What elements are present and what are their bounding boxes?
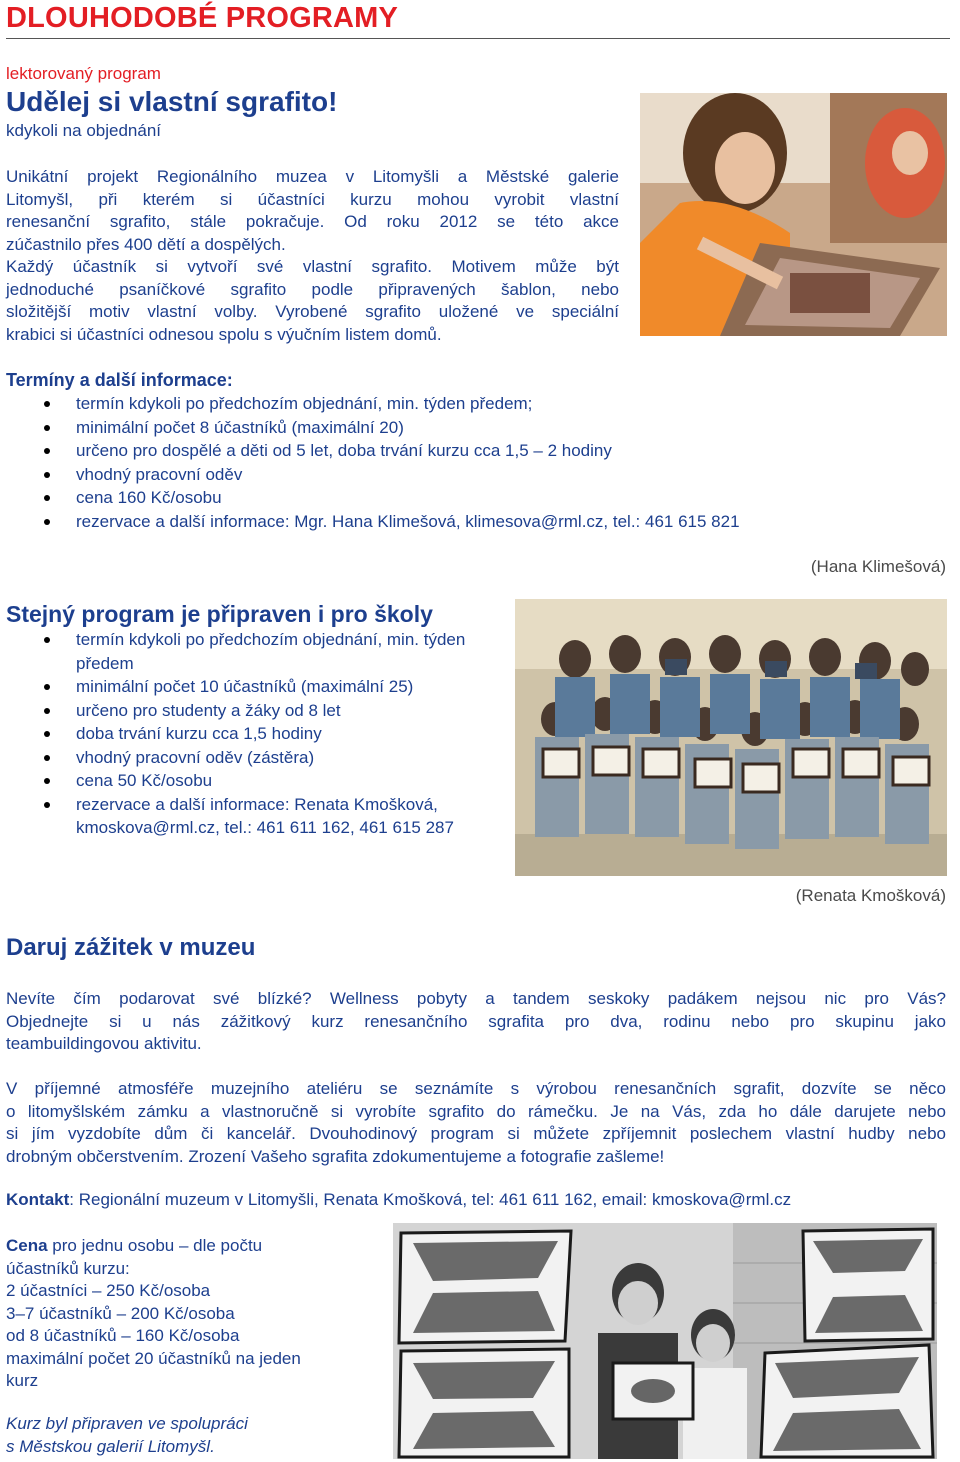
list-item: minimální počet 10 účastníků (maximální 25)	[6, 675, 506, 699]
info-heading: Termíny a další informace:	[6, 370, 233, 390]
price-list	[6, 1235, 366, 1393]
list-item: cena 160 Kč/osobu	[6, 486, 926, 510]
price-item: kurz	[6, 1371, 39, 1390]
list-item: určeno pro studenty a žáky od 8 let	[6, 699, 506, 723]
page-title: DLOUHODOBÉ PROGRAMY	[6, 2, 399, 34]
text-line: Kurz byl připraven ve spolupráci	[6, 1414, 248, 1433]
price-item: maximální počet 20 účastníků na jeden	[6, 1348, 301, 1368]
list-item: cena 50 Kč/osobu	[6, 769, 506, 793]
text-line: krabici si účastníci odnesou spolu s výučním listem domů.	[6, 324, 442, 344]
text-line: Unikátní projekt Regionálního muzea v Litomyšli a Městské galerie	[6, 167, 619, 186]
list-item: termín kdykoli po předchozím objednání, min. týden předem	[6, 628, 506, 675]
list-item: vhodný pracovní oděv	[6, 463, 926, 487]
text-line: Každý účastník si vytvoří své vlastní sgrafito. Motivem může být	[6, 257, 619, 276]
list-item: termín kdykoli po předchozím objednání, min. týden předem;	[6, 392, 926, 416]
text-line: Nevíte čím podarovat své blízké? Wellness pobyty a tandem seskoky padákem nejsou nic pro Vás?	[6, 989, 946, 1008]
text-line: renesanční sgrafito, stále pokračuje. Od roku 2012 se této akce	[6, 212, 619, 231]
program-kicker: lektorovaný program	[6, 64, 161, 83]
gift-description	[6, 988, 946, 1056]
list-item: doba trvání kurzu cca 1,5 hodiny	[6, 722, 506, 746]
price-label: Cena	[6, 1236, 48, 1255]
text-line: Objednejte si u nás zážitkový kurz renesančního sgrafita pro dva, rodinu nebo pro skupinu jako	[6, 1011, 946, 1031]
text-line: V příjemné atmosféře muzejního ateliéru se seznámíte s výrobou renesančních sgrafit, dozvíte se něco	[6, 1079, 946, 1098]
text-line: teambuildingovou aktivitu.	[6, 1034, 202, 1053]
list-item: rezervace a další informace: Mgr. Hana Klimešová, klimesova@rml.cz, tel.: 461 615 821	[6, 510, 926, 534]
sgrafito-workshop-photo	[640, 93, 947, 336]
text-line: Litomyšl, při kterém si účastníci kurzu mohou vyrobit vlastní	[6, 189, 619, 209]
program-info-list	[6, 392, 926, 533]
framed-sgrafito-photo	[393, 1223, 937, 1459]
title-divider	[6, 38, 950, 39]
list-item: rezervace a další informace: Renata Kmošková, kmoskova@rml.cz, tel.: 461 611 162, 461 615 287	[6, 793, 506, 840]
price-item: 2 účastníci – 250 Kč/osoba	[6, 1281, 211, 1300]
contact-line	[6, 1189, 946, 1212]
price-item: od 8 účastníků – 160 Kč/osoba	[6, 1326, 240, 1345]
price-intro-line: účastníků kurzu:	[6, 1258, 130, 1278]
photo-credit: (Hana Klimešová)	[810, 557, 946, 576]
price-item: 3–7 účastníků – 200 Kč/osoba	[6, 1303, 235, 1323]
contact-text: : Regionální muzeum v Litomyšli, Renata Kmošková, tel: 461 611 162, email: kmoskova@rml.cz	[69, 1190, 792, 1209]
collaboration-note	[6, 1413, 248, 1458]
list-item: minimální počet 8 účastníků (maximální 20)	[6, 416, 926, 440]
contact-label: Kontakt	[6, 1190, 70, 1209]
gift-details	[6, 1078, 946, 1168]
text-line: složitější motiv vlastní volby. Vyrobené sgrafito uložené ve speciální	[6, 302, 619, 321]
program-title: Udělej si vlastní sgrafito!	[6, 86, 338, 117]
list-item: určeno pro dospělé a děti od 5 let, doba trvání kurzu cca 1,5 – 2 hodiny	[6, 439, 926, 463]
text-line: o litomyšlském zámku a vlastnoručně si vyrobíte sgrafito do rámečku. Je na Vás, zda ho dále darujete nebo	[6, 1101, 946, 1121]
photo-credit: (Renata Kmošková)	[795, 886, 946, 905]
text-line: s Městskou galerií Litomyšl.	[6, 1436, 215, 1456]
text-line: jednoduché psaníčkové sgrafito podle připravených šablon, nebo	[6, 279, 619, 299]
students-group-photo	[515, 599, 947, 876]
program-description	[6, 166, 619, 346]
gift-section-title: Daruj zážitek v muzeu	[6, 934, 256, 961]
text-line: zúčastnilo přes 400 dětí a dospělých.	[6, 234, 286, 254]
program-availability: kdykoli na objednání	[6, 121, 162, 140]
schools-program-title: Stejný program je připraven i pro školy	[6, 601, 433, 627]
schools-info-list	[6, 628, 506, 840]
text-line: si jím vyzdobíte dům či kancelář. Dvouhodinový program si můžete zpříjemnit poslechem vlastní hudby nebo	[6, 1124, 946, 1143]
list-item: vhodný pracovní oděv (zástěra)	[6, 746, 506, 770]
text-line: drobným občerstvením. Zrození Vašeho sgrafita zdokumentujeme a fotografie zašleme!	[6, 1146, 665, 1166]
price-intro: pro jednu osobu – dle počtu	[47, 1236, 263, 1255]
